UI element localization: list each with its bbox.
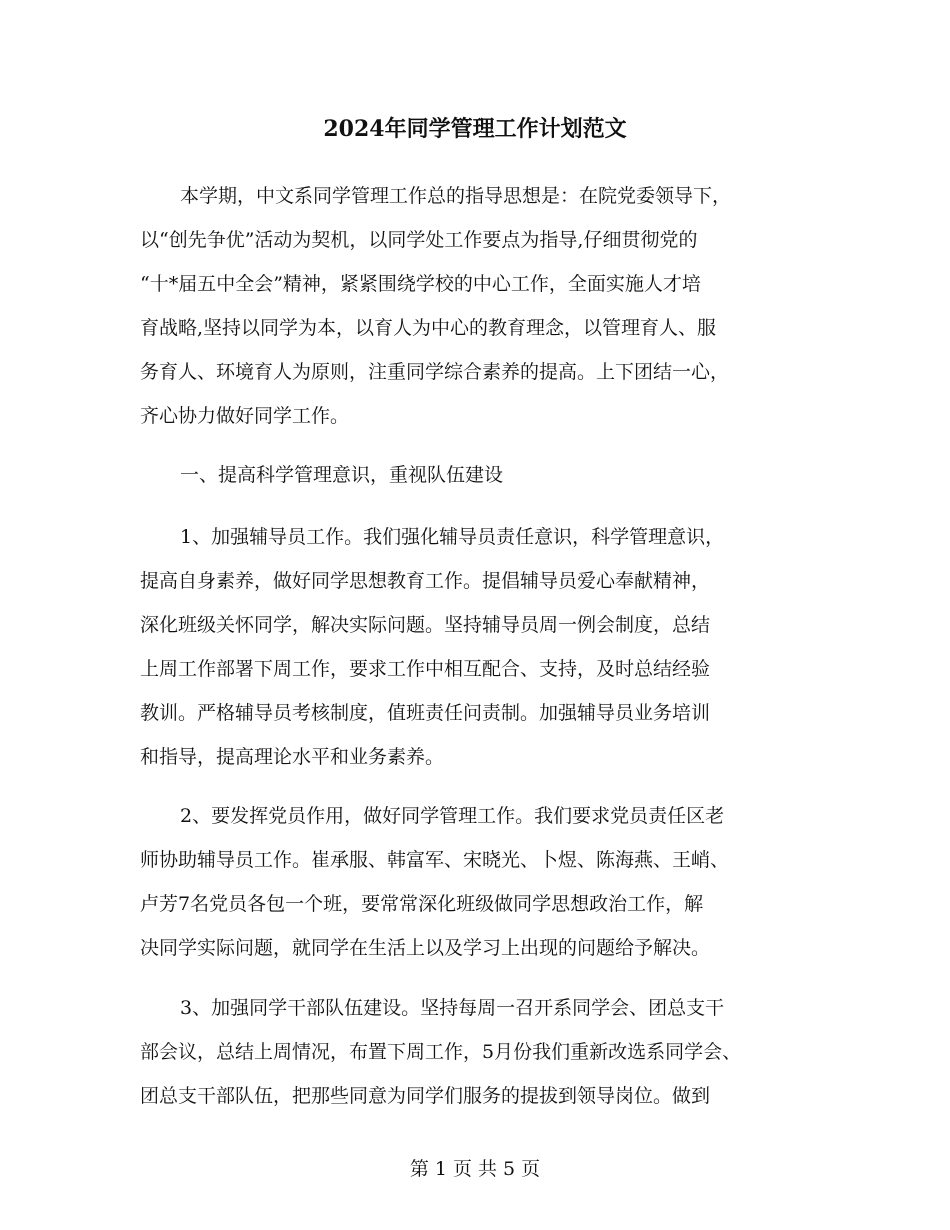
paragraph-line: 3、加强同学干部队伍建设。坚持每周一召开系同学会、团总支干 [180, 997, 725, 1019]
paragraph-line: 务育人、环境育人为原则，注重同学综合素养的提高。上下团结一心， [140, 361, 730, 383]
paragraph-line: 上周工作部署下周工作，要求工作中相互配合、支持，及时总结经验 [140, 658, 711, 680]
paragraph-line: 师协助辅导员工作。崔承服、韩富军、宋晓光、卜煜、陈海燕、王峭、 [140, 849, 730, 871]
paragraph-line: 部会议，总结上周情况，布置下周工作，5月份我们重新改选系同学会、 [140, 1041, 742, 1063]
page-footer: 第 1 页 共 5 页 [409, 1158, 541, 1180]
section-heading: 一、提高科学管理意识，重视队伍建设 [180, 464, 504, 486]
paragraph-line: 教训。严格辅导员考核制度，值班责任问责制。加强辅导员业务培训 [140, 702, 711, 724]
paragraph-line: 和指导，提高理论水平和业务素养。 [140, 746, 445, 768]
paragraph-line: “十*届五中全会”精神，紧紧围绕学校的中心工作，全面实施人才培 [140, 273, 701, 295]
paragraph-line: 2、要发挥党员作用，做好同学管理工作。我们要求党员责任区老 [180, 805, 725, 827]
paragraph-line: 卢芳7名党员各包一个班，要常常深化班级做同学思想政治工作，解 [140, 893, 704, 915]
paragraph-line: 决同学实际问题，就同学在生活上以及学习上出现的问题给予解决。 [140, 937, 711, 959]
document-title: 2024年同学管理工作计划范文 [323, 116, 627, 142]
paragraph-line: 齐心协力做好同学工作。 [140, 405, 350, 427]
paragraph-line: 提高自身素养，做好同学思想教育工作。提倡辅导员爱心奉献精神， [140, 570, 711, 592]
paragraph-line: 深化班级关怀同学，解决实际问题。坚持辅导员周一例会制度，总结 [140, 614, 711, 636]
paragraph-line: 1、加强辅导员工作。我们强化辅导员责任意识，科学管理意识， [180, 526, 725, 548]
paragraph-line: 团总支干部队伍，把那些同意为同学们服务的提拔到领导岗位。做到 [140, 1085, 711, 1107]
paragraph-line: 育战略,坚持以同学为本，以育人为中心的教育理念，以管理育人、服 [140, 317, 717, 339]
paragraph-line: 以“创先争优”活动为契机，以同学处工作要点为指导,仔细贯彻党的 [140, 229, 698, 251]
paragraph-line: 本学期，中文系同学管理工作总的指导思想是：在院党委领导下， [180, 185, 732, 207]
